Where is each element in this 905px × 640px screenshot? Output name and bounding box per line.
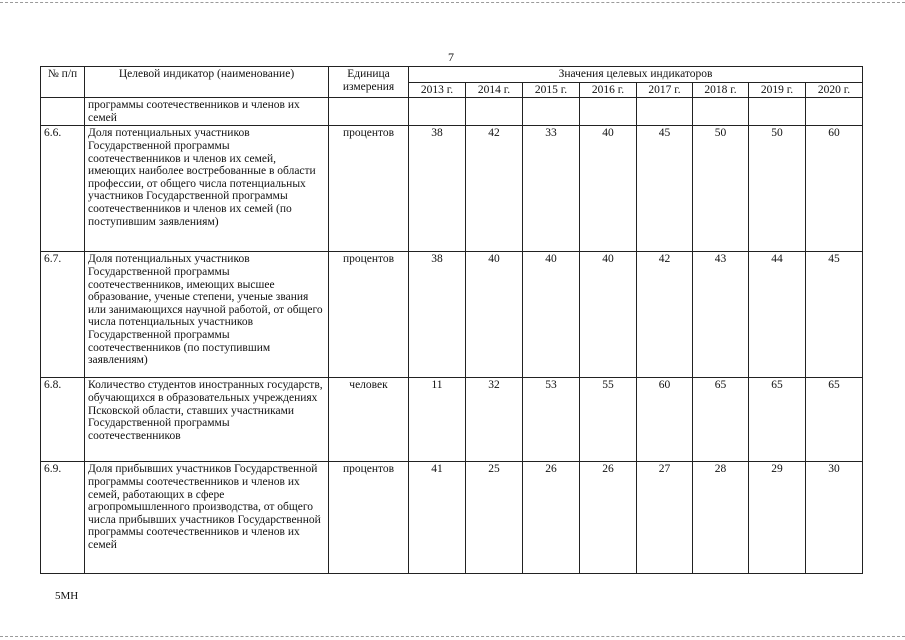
cell-value: 29 xyxy=(749,462,806,574)
cell-value: 44 xyxy=(749,252,806,378)
cell-value: 65 xyxy=(806,378,863,462)
cell-value xyxy=(693,98,749,126)
cell-name: программы соотечественников и членов их семей xyxy=(85,98,329,126)
indicators-table xyxy=(40,66,863,574)
header-year: 2013 г. xyxy=(409,82,466,98)
cell-value: 25 xyxy=(466,462,523,574)
page-number: 7 xyxy=(448,50,454,64)
header-year: 2016 г. xyxy=(580,82,637,98)
cell-value: 45 xyxy=(637,126,693,252)
header-unit: Единица измерения xyxy=(329,67,409,98)
cell-value: 40 xyxy=(523,252,580,378)
cell-value: 38 xyxy=(409,252,466,378)
header-year: 2014 г. xyxy=(466,82,523,98)
cell-value: 26 xyxy=(523,462,580,574)
cell-value: 26 xyxy=(580,462,637,574)
cell-value: 60 xyxy=(637,378,693,462)
cell-value: 11 xyxy=(409,378,466,462)
cell-value: 30 xyxy=(806,462,863,574)
cell-value: 42 xyxy=(466,126,523,252)
table-row xyxy=(41,126,863,252)
cell-value xyxy=(466,98,523,126)
cell-unit: процентов xyxy=(329,126,409,252)
header-year: 2017 г. xyxy=(637,82,693,98)
header-year: 2019 г. xyxy=(749,82,806,98)
cell-value: 28 xyxy=(693,462,749,574)
cell-value: 32 xyxy=(466,378,523,462)
cell-num: 6.6. xyxy=(41,126,85,252)
cell-value: 60 xyxy=(806,126,863,252)
cell-value: 65 xyxy=(693,378,749,462)
cell-unit xyxy=(329,98,409,126)
cell-value: 41 xyxy=(409,462,466,574)
cell-value: 50 xyxy=(749,126,806,252)
header-year: 2015 г. xyxy=(523,82,580,98)
cell-value: 53 xyxy=(523,378,580,462)
cell-value: 40 xyxy=(580,126,637,252)
cell-value xyxy=(580,98,637,126)
cell-value: 43 xyxy=(693,252,749,378)
table-row xyxy=(41,378,863,462)
bottom-scan-edge xyxy=(0,636,905,637)
header-year: 2018 г. xyxy=(693,82,749,98)
cell-num: 6.8. xyxy=(41,378,85,462)
cell-value: 33 xyxy=(523,126,580,252)
header-name: Целевой индикатор (наименование) xyxy=(85,67,329,98)
cell-name: Количество студентов иностранных государств, обучающихся в образовательных учреждениях Псковской области, ставших участниками Государственной программы соотечественников xyxy=(85,378,329,462)
footer-code: 5МН xyxy=(55,590,79,602)
cell-num: 6.7. xyxy=(41,252,85,378)
header-num: № п/п xyxy=(41,67,85,98)
cell-num: 6.9. xyxy=(41,462,85,574)
header-year: 2020 г. xyxy=(806,82,863,98)
table-row-continuation xyxy=(41,98,863,126)
cell-value: 65 xyxy=(749,378,806,462)
cell-unit: человек xyxy=(329,378,409,462)
cell-name: Доля потенциальных участников Государственной программы соотечественников, имеющих высшее образование, ученые степени, ученые звания или занимающихся научной работой, от общего числа потенциальных участников Государственной программы соотечественников (по поступившим заявлениям) xyxy=(85,252,329,378)
cell-unit: процентов xyxy=(329,462,409,574)
cell-value xyxy=(806,98,863,126)
cell-name: Доля потенциальных участников Государственной программы соотечественников и членов их семей, имеющих наиболее востребованные в области профессии, от общего числа потенциальных участников Государственной программы соотечественников и членов их семей (по поступившим заявлениям) xyxy=(85,126,329,252)
cell-unit: процентов xyxy=(329,252,409,378)
table-row xyxy=(41,462,863,574)
cell-value: 27 xyxy=(637,462,693,574)
cell-value: 38 xyxy=(409,126,466,252)
cell-value: 45 xyxy=(806,252,863,378)
cell-name: Доля прибывших участников Государственной программы соотечественников и членов их семей, работающих в сфере агропромышленного производства, от общего числа прибывших участников Государственной программы соотечественников и членов их семей xyxy=(85,462,329,574)
cell-value: 50 xyxy=(693,126,749,252)
cell-value xyxy=(749,98,806,126)
table-row xyxy=(41,252,863,378)
cell-num xyxy=(41,98,85,126)
header-row-1 xyxy=(41,67,863,83)
header-values-group: Значения целевых индикаторов xyxy=(409,67,863,83)
cell-value: 40 xyxy=(466,252,523,378)
cell-value xyxy=(409,98,466,126)
cell-value xyxy=(637,98,693,126)
cell-value: 55 xyxy=(580,378,637,462)
cell-value xyxy=(523,98,580,126)
cell-value: 42 xyxy=(637,252,693,378)
top-scan-edge xyxy=(0,2,905,3)
cell-value: 40 xyxy=(580,252,637,378)
